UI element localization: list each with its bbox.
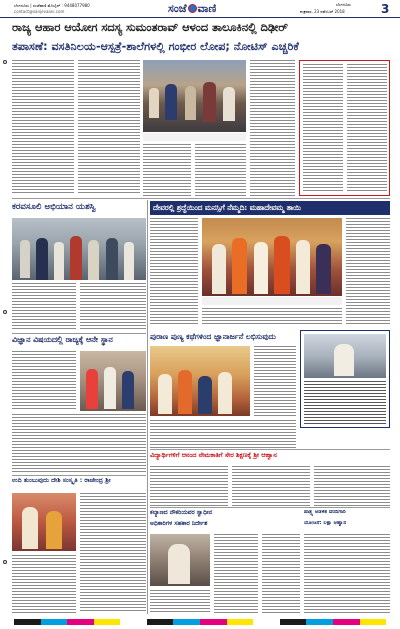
devotion-photo	[202, 218, 342, 296]
right-ad-text	[304, 381, 386, 425]
lead-headline-line-2: ತಪಾಸಣೆ: ವಸತಿನಿಲಯ-ಆಸ್ಪತ್ರೆ-ಶಾಲೆಗಳಲ್ಲಿ ಗಂಭೀರ ಲೋಪ; ನೋಟಿಸ್ ಎಚ್ಚರಿಕೆ	[12, 41, 299, 53]
registration-mark-icon	[3, 310, 7, 314]
purana-body-2	[150, 420, 296, 448]
column-rule	[150, 507, 390, 508]
lead-body-col-3	[143, 144, 191, 196]
headline-purana-bar: ಪುರಾಣ ಪುಣ್ಯ ಕಥೆಗಳಿಂದ ಜ್ಞಾನಾರ್ಜನೆ ಲಭಿಸುವುದು	[150, 330, 338, 343]
masthead-left-text: ಬೆಂಗಳೂರು | ಸಂಜೆವಾಣಿ ಮೊಬೈಲ್ : 9448077980	[14, 3, 90, 8]
devotion-body-3	[202, 308, 342, 326]
officers-body-1	[214, 534, 258, 614]
sidebar-box	[299, 60, 390, 196]
officers-body-2	[150, 590, 210, 614]
development-body-2	[232, 466, 310, 506]
lead-photo	[143, 60, 246, 132]
sidebar-text-1	[303, 64, 343, 192]
karavasooli-body-1	[12, 283, 76, 331]
right-ad-box	[300, 330, 390, 428]
lead-body-col-2	[78, 60, 140, 195]
page-number: 3	[381, 2, 390, 16]
column-rule	[150, 449, 390, 450]
devotion-body-2	[346, 218, 390, 326]
officers-photo	[150, 534, 210, 586]
lead-body-col-5	[250, 60, 295, 196]
column-rule	[12, 198, 390, 199]
column-rule	[147, 200, 148, 614]
officers-body-3	[262, 534, 300, 614]
registration-mark-icon	[3, 560, 7, 564]
culture-body-2	[12, 555, 76, 613]
logo-globe-icon	[188, 4, 197, 13]
right-ad-photo	[304, 334, 386, 378]
headline-right-bottom-2: ಯೋಜನೆ: ಲಕ್ಷಾ ಆಹ್ವಾನ	[304, 521, 347, 526]
headline-officers-1: ಕಲ್ಯಾಣದ ನೌಕರಿಯವರ ಸ್ವಾಧೀನ	[150, 510, 213, 516]
headline-officers-2: ಅಧಿಕಾರಿಗಳ ಸಹಕಾರ ನಿರ್ದೇಶ	[150, 521, 208, 527]
devotion-body-1	[150, 218, 198, 326]
lead-headline-line-1: ರಾಜ್ಯ ಆಹಾರ ಆಯೋಗ ಸದಸ್ಯ ಸುಮಂತರಾವ್ ಆಳಂದ ತಾಲೂಕಿನಲ್ಲಿ ದಿಢೀರ್	[12, 22, 288, 34]
culture-photo	[12, 493, 76, 551]
headline-karavasooli: ಕರವಸೂಲಿ ಅಭಿಯಾನ ಯಶಸ್ವಿ	[12, 203, 96, 212]
development-body-3	[314, 466, 390, 506]
logo-right-text: ವಾಣಿ	[197, 2, 217, 15]
masthead-logo	[168, 2, 234, 16]
headline-devotion-bar: ದೇವರಲ್ಲಿ ಶ್ರದ್ಧೆಯಿಂದ ಮನಸ್ಸಿಗೆ ನೆಮ್ಮದಿ: ಮಹಾದೇವಮ್ಮ ತಾಯಿ	[150, 201, 390, 215]
column-rule	[12, 333, 146, 334]
culture-body-1	[80, 493, 146, 613]
vijnana-body-2	[12, 414, 146, 472]
development-body-1	[150, 466, 228, 506]
registration-mark-icon	[3, 60, 7, 64]
color-bar-icon	[14, 619, 386, 625]
column-rule	[12, 475, 146, 476]
vijnana-photo	[80, 351, 146, 411]
masthead-right-text: ಬೆಂಗಳೂರು	[336, 2, 351, 7]
sidebar-text-2	[347, 64, 387, 192]
devotion-photo-caption	[202, 297, 342, 305]
lead-body-col-1	[12, 60, 74, 195]
headline-vijnana: ವಿಜ್ಞಾನ ವಿಷಯದಲ್ಲಿ ರಾಜ್ಯಕ್ಕೆ ಆನೇ ಸ್ಥಾನ	[12, 336, 113, 344]
lead-body-col-4	[195, 144, 246, 196]
purana-body-1	[254, 346, 296, 416]
masthead	[0, 0, 400, 18]
purana-photo	[150, 346, 250, 416]
karavasooli-body-2	[80, 283, 146, 331]
logo-left-text: ಸಂಜೆ	[168, 2, 187, 15]
masthead-left-sub: contact@sanjevaani.com	[14, 9, 65, 14]
headline-right-bottom-1: ಪಾತ್ರ್ಯ ಆಡಳಿತ ವರದಿಗಾರಿ	[304, 510, 346, 515]
right-bottom-body	[304, 534, 390, 614]
headline-culture: ಉದಿ ತುಂಬುವುದು ದೇಶಿ ಸಂಸ್ಕೃತಿ : ರಾಜೇಂದ್ರ ಶ್ರೀ	[12, 478, 111, 484]
vijnana-body-1	[12, 351, 76, 411]
karavasooli-photo	[12, 218, 146, 280]
masthead-date: ಶುಕ್ರವಾರ, 23 ನವೆಂಬರ್ 2018	[300, 9, 345, 14]
lead-photo-caption	[143, 133, 246, 141]
headline-development: ವಿದ್ಯಾರ್ಥಿಗಳಿಗೆ ಆನಂದ ನೇಮಕಾತಿಗೆ ಸೇರ ಶಿಕ್ಷಣಕ್ಕೆ ಶ್ರೀ ಆಹ್ವಾನ	[150, 452, 277, 459]
